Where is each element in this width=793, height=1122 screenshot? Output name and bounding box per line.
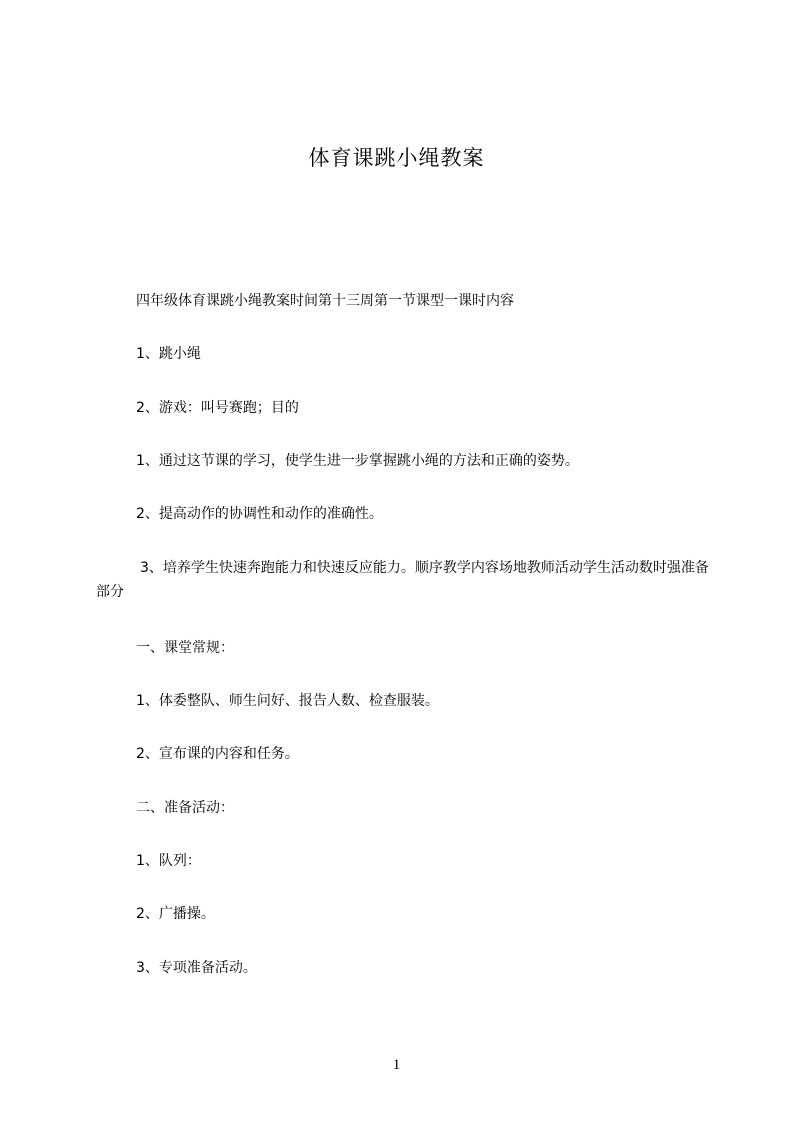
section-heading-warmup: 二、准备活动： <box>136 800 234 816</box>
paragraph-routine-1: 1、体委整队、师生问好、报告人数、检查服装。 <box>136 693 439 709</box>
paragraph-warmup-3: 3、专项准备活动。 <box>136 960 257 976</box>
paragraph-goal-3: 3、培养学生快速奔跑能力和快速反应能力。顺序教学内容场地教师活动学生活动数时强准备部分 <box>96 560 709 600</box>
paragraph-goal-2: 2、提高动作的协调性和动作的准确性。 <box>136 506 383 522</box>
paragraph-content-2: 2、游戏：叫号赛跑；目的 <box>136 400 299 416</box>
paragraph-content-1: 1、跳小绳 <box>136 346 201 362</box>
paragraph-warmup-1: 1、队列： <box>136 853 201 869</box>
paragraph-goal-1: 1、通过这节课的学习，使学生进一步掌握跳小绳的方法和正确的姿势。 <box>136 453 579 469</box>
paragraph-warmup-2: 2、广播操。 <box>136 906 215 922</box>
document-title: 体育课跳小绳教案 <box>308 146 485 170</box>
section-heading-class-routine: 一、课堂常规： <box>136 640 234 656</box>
paragraph-routine-2: 2、宣布课的内容和任务。 <box>136 746 299 762</box>
paragraph-lesson-info: 四年级体育课跳小绳教案时间第十三周第一节课型一课时内容 <box>136 293 514 309</box>
page-number: 1 <box>392 1057 401 1073</box>
